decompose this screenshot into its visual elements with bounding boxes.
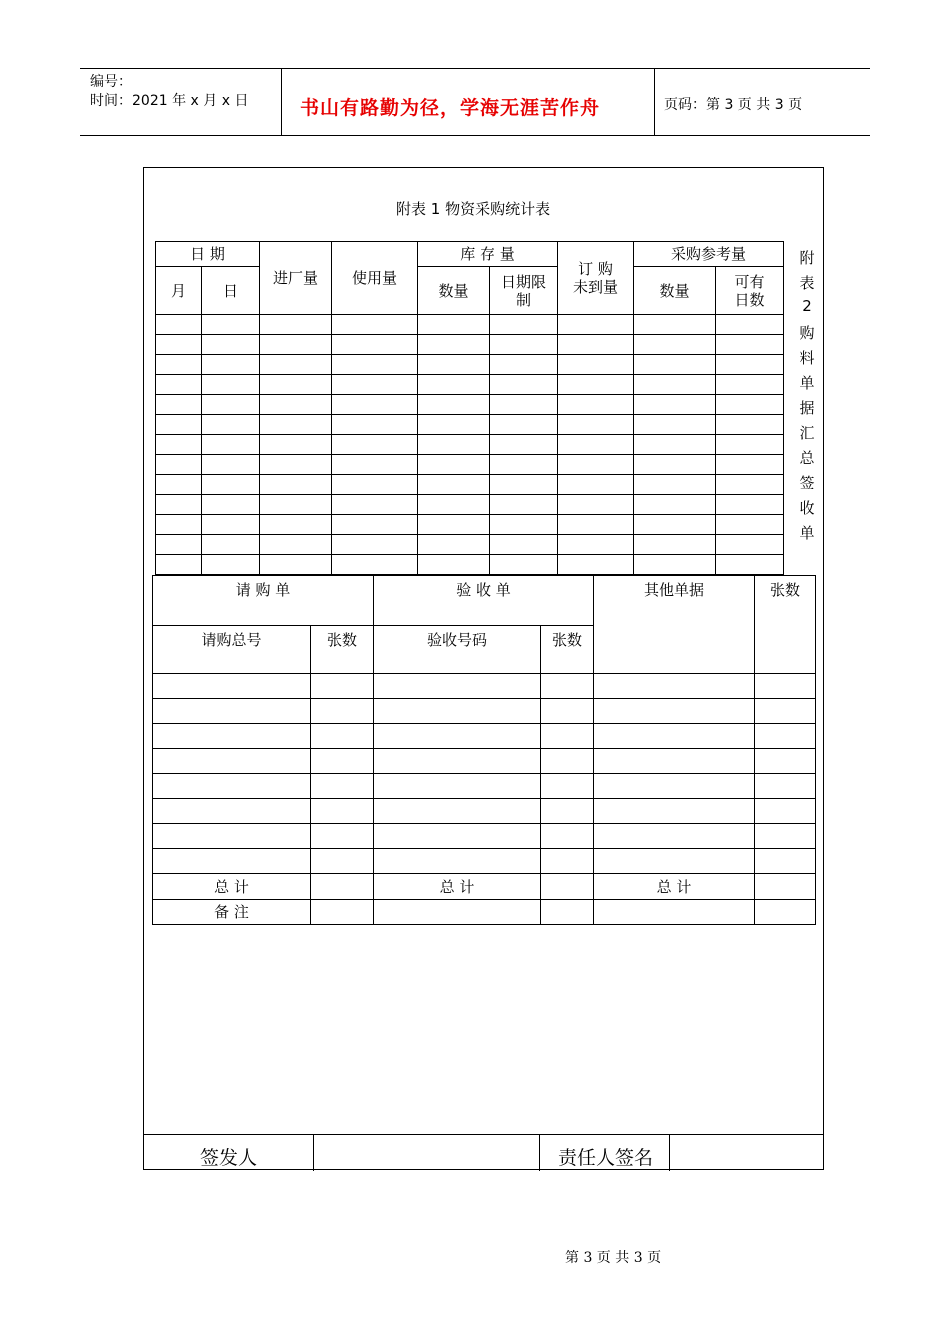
table-cell[interactable] — [558, 535, 634, 555]
table-cell[interactable] — [490, 355, 558, 375]
note-cell[interactable] — [594, 900, 755, 925]
table-cell[interactable] — [202, 395, 260, 415]
table-cell[interactable] — [594, 724, 755, 749]
receipt-header: 验 收 单 — [374, 576, 594, 626]
table-cell[interactable] — [541, 749, 594, 774]
table-cell[interactable] — [558, 495, 634, 515]
table-cell[interactable] — [418, 435, 490, 455]
table-cell[interactable] — [260, 315, 332, 335]
side-title-char: 购 — [799, 324, 815, 342]
table-cell[interactable] — [156, 335, 202, 355]
table-cell[interactable] — [332, 535, 418, 555]
table-cell[interactable] — [634, 535, 716, 555]
footer-page: 第 3 页 共 3 页 — [565, 1250, 662, 1266]
table-cell[interactable] — [716, 515, 784, 535]
table-row — [153, 699, 816, 724]
rec-total-label: 总 计 — [374, 874, 541, 900]
table-cell[interactable] — [260, 455, 332, 475]
other-docs-header: 其他单据 — [594, 576, 755, 674]
table-cell[interactable] — [156, 435, 202, 455]
order-pending-line2: 未到量 — [573, 278, 619, 296]
table-cell[interactable] — [374, 699, 541, 724]
header-divider-left — [281, 68, 282, 136]
table-cell[interactable] — [716, 355, 784, 375]
table-cell[interactable] — [202, 515, 260, 535]
stock-qty-header: 数量 — [418, 267, 490, 315]
header-divider-right — [654, 68, 655, 136]
table-cell[interactable] — [490, 375, 558, 395]
table-cell[interactable] — [490, 335, 558, 355]
rec-sheets-header: 张数 — [541, 626, 594, 674]
table-cell[interactable] — [153, 699, 311, 724]
table-cell[interactable] — [634, 335, 716, 355]
day-header: 日 — [202, 267, 260, 315]
usage-header: 使用量 — [332, 242, 418, 315]
table-cell[interactable] — [541, 824, 594, 849]
table-cell[interactable] — [418, 395, 490, 415]
table-cell[interactable] — [260, 355, 332, 375]
table-cell[interactable] — [490, 415, 558, 435]
table-cell[interactable] — [634, 515, 716, 535]
table-cell[interactable] — [156, 375, 202, 395]
table-cell[interactable] — [260, 335, 332, 355]
table-cell[interactable] — [153, 824, 311, 849]
side-title-char: 2 — [802, 297, 812, 315]
responsible-label: 责任人签名 — [558, 1147, 654, 1169]
table-cell[interactable] — [418, 415, 490, 435]
stock-date-limit-text: 日期限制 — [500, 272, 546, 309]
table-cell[interactable] — [418, 455, 490, 475]
table-cell[interactable] — [634, 455, 716, 475]
table-cell[interactable] — [490, 315, 558, 335]
side-title-char: 表 — [799, 274, 815, 292]
table-row — [153, 849, 816, 874]
table-cell[interactable] — [418, 355, 490, 375]
table-cell[interactable] — [594, 674, 755, 699]
table-cell[interactable] — [558, 375, 634, 395]
time-label: 时间：2021 年 x 月 x 日 — [90, 93, 249, 109]
table-cell[interactable] — [418, 535, 490, 555]
table-row — [156, 395, 784, 415]
table-cell[interactable] — [153, 799, 311, 824]
table-cell[interactable] — [332, 495, 418, 515]
table-cell[interactable] — [260, 495, 332, 515]
table-row — [153, 724, 816, 749]
req-sheets-header: 张数 — [311, 626, 374, 674]
table-cell[interactable] — [716, 535, 784, 555]
stock-header: 库 存 量 — [418, 242, 558, 267]
req-total-value[interactable] — [311, 874, 374, 900]
table-row — [153, 774, 816, 799]
table-cell[interactable] — [716, 475, 784, 495]
table-cell[interactable] — [558, 335, 634, 355]
table-cell[interactable] — [558, 515, 634, 535]
table-row — [156, 455, 784, 475]
responsible-label-cell — [539, 1135, 669, 1171]
side-title-char: 收 — [799, 499, 815, 517]
serial-label: 编号： — [90, 74, 132, 90]
table-cell[interactable] — [202, 535, 260, 555]
document-summary-body — [153, 674, 816, 874]
req-total-label: 总 计 — [153, 874, 311, 900]
table-cell[interactable] — [332, 335, 418, 355]
rec-no-header: 验收号码 — [374, 626, 541, 674]
table-cell[interactable] — [202, 375, 260, 395]
order-pending-line1: 订 购 — [578, 260, 613, 278]
table-cell[interactable] — [202, 355, 260, 375]
table-cell[interactable] — [716, 555, 784, 575]
table-cell[interactable] — [594, 699, 755, 724]
table-cell[interactable] — [558, 475, 634, 495]
table-cell[interactable] — [541, 849, 594, 874]
table-cell[interactable] — [202, 555, 260, 575]
table-cell[interactable] — [558, 555, 634, 575]
header-motto: 书山有路勤为径，学海无涯苦作舟 — [300, 97, 601, 119]
table-cell[interactable] — [634, 355, 716, 375]
month-header: 月 — [156, 267, 202, 315]
purchase-stats-body — [156, 315, 784, 575]
table-cell[interactable] — [153, 749, 311, 774]
table-cell[interactable] — [634, 495, 716, 515]
table-cell[interactable] — [311, 774, 374, 799]
table-cell[interactable] — [418, 515, 490, 535]
side-title-char: 总 — [799, 449, 815, 467]
form-title: 附表 1 物资采购统计表 — [396, 200, 551, 218]
table-cell[interactable] — [332, 395, 418, 415]
header-top-rule — [80, 68, 870, 69]
table-cell[interactable] — [541, 799, 594, 824]
table-cell[interactable] — [260, 555, 332, 575]
note-cell[interactable] — [311, 900, 374, 925]
rec-total-value[interactable] — [541, 874, 594, 900]
document-summary-table — [152, 575, 816, 925]
table-cell[interactable] — [418, 555, 490, 575]
table-row — [156, 315, 784, 335]
table-row — [156, 515, 784, 535]
page-info: 页码：第 3 页 共 3 页 — [664, 97, 803, 113]
table-cell[interactable] — [418, 495, 490, 515]
table-cell[interactable] — [156, 475, 202, 495]
table-cell[interactable] — [558, 455, 634, 475]
table-cell[interactable] — [156, 355, 202, 375]
ref-days-line2: 日数 — [734, 290, 765, 309]
table-cell[interactable] — [716, 495, 784, 515]
side-title-char: 单 — [799, 374, 815, 392]
table-cell[interactable] — [311, 824, 374, 849]
table-cell[interactable] — [260, 475, 332, 495]
table-cell[interactable] — [594, 799, 755, 824]
table-cell[interactable] — [418, 335, 490, 355]
table-cell[interactable] — [490, 395, 558, 415]
table-cell[interactable] — [755, 824, 816, 849]
stock-date-limit-header — [490, 267, 558, 315]
table-cell[interactable] — [418, 315, 490, 335]
responsible-sign-field[interactable] — [669, 1135, 824, 1171]
table-cell[interactable] — [634, 555, 716, 575]
table-cell[interactable] — [755, 799, 816, 824]
table-cell[interactable] — [716, 375, 784, 395]
table-cell[interactable] — [755, 674, 816, 699]
table-cell[interactable] — [374, 724, 541, 749]
table-cell[interactable] — [490, 535, 558, 555]
table-row — [156, 495, 784, 515]
table-cell[interactable] — [332, 415, 418, 435]
req-no-header: 请购总号 — [153, 626, 311, 674]
note-cell[interactable] — [755, 900, 816, 925]
table-cell[interactable] — [311, 849, 374, 874]
table-cell[interactable] — [260, 515, 332, 535]
table-cell[interactable] — [541, 774, 594, 799]
table-cell[interactable] — [332, 455, 418, 475]
table-row — [156, 555, 784, 575]
table-cell[interactable] — [202, 335, 260, 355]
table-cell[interactable] — [202, 455, 260, 475]
table-cell[interactable] — [311, 699, 374, 724]
table-cell[interactable] — [374, 749, 541, 774]
table-cell[interactable] — [594, 774, 755, 799]
date-header: 日 期 — [156, 242, 260, 267]
side-title-char: 单 — [799, 524, 815, 542]
table-cell[interactable] — [332, 315, 418, 335]
note-cell[interactable] — [541, 900, 594, 925]
table-cell[interactable] — [153, 849, 311, 874]
issuer-sign-field[interactable] — [313, 1135, 539, 1171]
table-row — [156, 355, 784, 375]
table-cell[interactable] — [260, 375, 332, 395]
table-cell[interactable] — [490, 555, 558, 575]
table-row — [153, 749, 816, 774]
table-cell[interactable] — [260, 395, 332, 415]
table-cell[interactable] — [153, 674, 311, 699]
table-cell[interactable] — [156, 515, 202, 535]
table-cell[interactable] — [156, 495, 202, 515]
other-total-value[interactable] — [755, 874, 816, 900]
table-cell[interactable] — [332, 435, 418, 455]
table-cell[interactable] — [202, 475, 260, 495]
table-cell[interactable] — [374, 849, 541, 874]
table-cell[interactable] — [156, 315, 202, 335]
table-cell[interactable] — [755, 699, 816, 724]
table-cell[interactable] — [755, 774, 816, 799]
table-cell[interactable] — [634, 395, 716, 415]
table-cell[interactable] — [490, 435, 558, 455]
table-cell[interactable] — [594, 849, 755, 874]
requisition-header: 请 购 单 — [153, 576, 374, 626]
table-cell[interactable] — [311, 799, 374, 824]
table-cell[interactable] — [634, 315, 716, 335]
table-cell[interactable] — [156, 395, 202, 415]
table-cell[interactable] — [755, 724, 816, 749]
side-title-char: 据 — [799, 399, 815, 417]
table-cell[interactable] — [716, 335, 784, 355]
signature-row — [143, 1134, 824, 1170]
table-cell[interactable] — [332, 475, 418, 495]
table-cell[interactable] — [716, 435, 784, 455]
table-cell[interactable] — [332, 515, 418, 535]
table-cell[interactable] — [541, 699, 594, 724]
table-cell[interactable] — [490, 475, 558, 495]
table-cell[interactable] — [202, 315, 260, 335]
table-cell[interactable] — [634, 415, 716, 435]
table-cell[interactable] — [156, 555, 202, 575]
table-cell[interactable] — [594, 824, 755, 849]
table-cell[interactable] — [374, 799, 541, 824]
table-row — [156, 335, 784, 355]
table-cell[interactable] — [332, 555, 418, 575]
table-cell[interactable] — [418, 375, 490, 395]
table-cell[interactable] — [374, 674, 541, 699]
other-total-label: 总 计 — [594, 874, 755, 900]
table-row — [156, 435, 784, 455]
table-cell[interactable] — [541, 724, 594, 749]
table-row — [156, 475, 784, 495]
table-cell[interactable] — [156, 535, 202, 555]
table-cell[interactable] — [558, 435, 634, 455]
table-cell[interactable] — [374, 774, 541, 799]
side-title-char: 汇 — [799, 424, 815, 442]
table-cell[interactable] — [260, 435, 332, 455]
table-cell[interactable] — [755, 849, 816, 874]
table-cell[interactable] — [202, 435, 260, 455]
table-cell[interactable] — [634, 375, 716, 395]
table-cell[interactable] — [716, 455, 784, 475]
table-cell[interactable] — [716, 395, 784, 415]
table-cell[interactable] — [311, 724, 374, 749]
table-cell[interactable] — [418, 475, 490, 495]
table-cell[interactable] — [311, 749, 374, 774]
table-cell[interactable] — [558, 415, 634, 435]
table-cell[interactable] — [634, 475, 716, 495]
side-title-char: 签 — [799, 474, 815, 492]
table-cell[interactable] — [153, 724, 311, 749]
table-row — [153, 799, 816, 824]
table-cell[interactable] — [634, 435, 716, 455]
table-row — [156, 415, 784, 435]
table-cell[interactable] — [374, 824, 541, 849]
table-row — [153, 674, 816, 699]
order-pending-header — [558, 242, 634, 315]
table-cell[interactable] — [541, 674, 594, 699]
table-cell[interactable] — [558, 395, 634, 415]
table-cell[interactable] — [260, 535, 332, 555]
table-cell[interactable] — [260, 415, 332, 435]
table-cell[interactable] — [332, 355, 418, 375]
table-cell[interactable] — [558, 315, 634, 335]
ref-days-header — [716, 267, 784, 315]
table-cell[interactable] — [755, 749, 816, 774]
table-cell[interactable] — [716, 315, 784, 335]
table-cell[interactable] — [156, 415, 202, 435]
table-cell[interactable] — [332, 375, 418, 395]
table-cell[interactable] — [311, 674, 374, 699]
header-bottom-rule — [80, 135, 870, 136]
sheets-header: 张数 — [755, 576, 816, 674]
table-cell[interactable] — [594, 749, 755, 774]
table-cell[interactable] — [202, 415, 260, 435]
table-cell[interactable] — [716, 415, 784, 435]
ref-header: 采购参考量 — [634, 242, 784, 267]
purchase-stats-table — [155, 241, 784, 575]
table-cell[interactable] — [558, 355, 634, 375]
table-cell[interactable] — [156, 455, 202, 475]
table-cell[interactable] — [490, 515, 558, 535]
issuer-label: 签发人 — [200, 1147, 258, 1169]
note-cell[interactable] — [374, 900, 541, 925]
ref-days-line1: 可有 — [734, 272, 765, 291]
table-cell[interactable] — [153, 774, 311, 799]
side-title-char: 附 — [799, 249, 815, 267]
table-row — [153, 824, 816, 849]
side-title-char: 料 — [799, 349, 815, 367]
table-cell[interactable] — [202, 495, 260, 515]
table-cell[interactable] — [490, 495, 558, 515]
table-cell[interactable] — [490, 455, 558, 475]
table-row — [156, 535, 784, 555]
ref-qty-header: 数量 — [634, 267, 716, 315]
incoming-header: 进厂量 — [260, 242, 332, 315]
note-label: 备 注 — [153, 900, 311, 925]
table-row — [156, 375, 784, 395]
